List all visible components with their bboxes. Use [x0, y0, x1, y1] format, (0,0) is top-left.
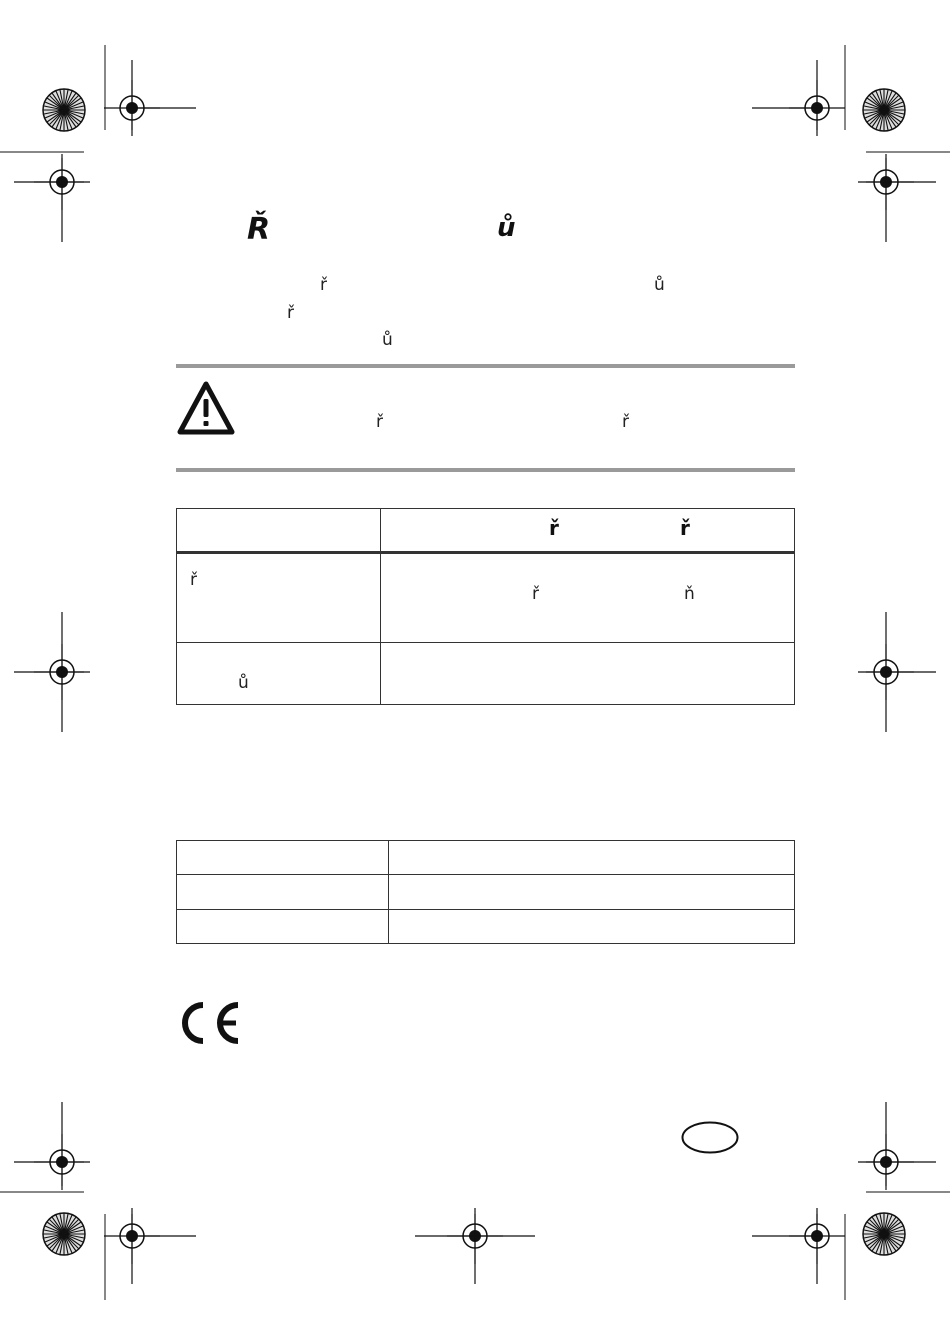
intro-char: ů: [654, 275, 665, 295]
troubleshooting-table: [176, 508, 795, 705]
table-header-char: ř: [680, 516, 690, 540]
warning-top-rule: [176, 364, 795, 368]
spec-table-row-rule: [176, 874, 795, 875]
intro-char: ř: [320, 275, 327, 295]
warning-triangle-icon: [177, 381, 235, 435]
table-cell-char: ů: [238, 673, 249, 693]
heading-char-2: ů: [497, 213, 516, 243]
page-number-oval: [681, 1121, 739, 1154]
table-cell-char: ř: [532, 584, 539, 604]
spec-table: [176, 840, 795, 944]
intro-char: ů: [382, 330, 393, 350]
table-header-rule: [176, 551, 795, 554]
table-row-rule: [176, 642, 795, 643]
intro-char: ř: [287, 303, 294, 323]
spec-table-row-rule: [176, 909, 795, 910]
table-header-char: ř: [549, 516, 559, 540]
spec-table-divider: [388, 840, 389, 944]
ce-mark-icon: [176, 1000, 242, 1046]
warning-bottom-rule: [176, 468, 795, 472]
table-cell-char: ň: [684, 584, 695, 604]
heading-char-1: Ř: [247, 212, 271, 247]
table-divider: [380, 508, 381, 705]
table-cell-char: ř: [190, 570, 197, 590]
warning-char: ř: [622, 412, 629, 432]
warning-char: ř: [376, 412, 383, 432]
